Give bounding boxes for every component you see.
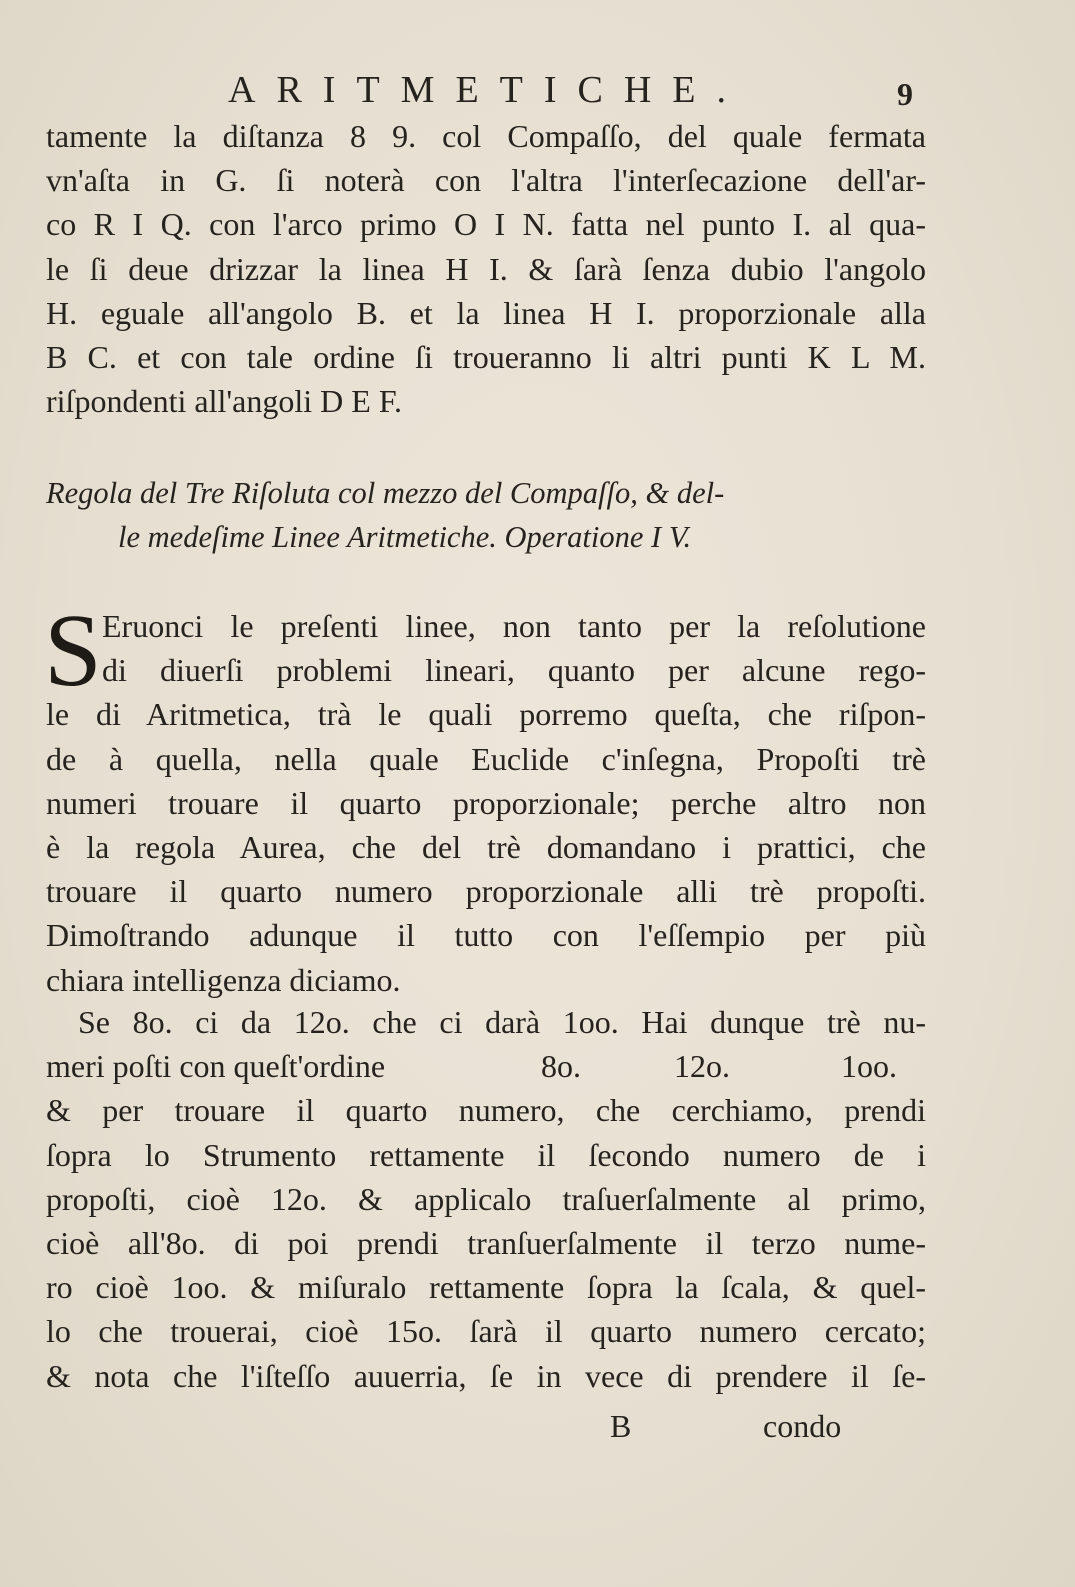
text-line: & per trouare il quarto numero, che cerchiamo, prendi (46, 1092, 926, 1129)
numbers-line (46, 1044, 926, 1088)
text-line: & nota che l'iſteſſo auuerria, ſe in vece di prendere il ſe- (46, 1357, 926, 1394)
text-line: di diuerſi problemi lineari, quanto per alcune rego- (102, 652, 926, 689)
number-value: 1oo. (841, 1048, 897, 1085)
section-heading-line: Regola del Tre Riſoluta col mezzo del Compaſſo, & del- (46, 476, 725, 510)
running-head (0, 68, 1075, 112)
text-line: trouare il quarto numero proporzionale alli trè propoſti. (46, 873, 926, 910)
number-value: 12o. (674, 1048, 730, 1085)
text-line: de à quella, nella quale Euclide c'inſegna, Propoſti trè (46, 740, 926, 777)
text-line: H. eguale all'angolo B. et la linea H I. proporzionale alla (46, 294, 926, 331)
text-line: ſopra lo Strumento rettamente il ſecondo numero de i (46, 1136, 926, 1173)
text-line: co R I Q. con l'arco primo O I N. fatta nel punto I. al qua- (46, 206, 926, 243)
text-line: lo che trouerai, cioè 15o. ſarà il quarto numero cercato; (46, 1313, 926, 1350)
text-line: ro cioè 1oo. & miſuralo rettamente ſopra la ſcala, & quel- (46, 1269, 926, 1306)
text-line: Dimoſtrando adunque il tutto con l'eſſempio per più (46, 917, 926, 954)
paragraph-1 (46, 114, 926, 423)
text-line: meri poſti con queſt'ordine (46, 1048, 386, 1085)
text-line: propoſti, cioè 12o. & applicalo traſuerſalmente al primo, (46, 1180, 926, 1217)
text-line: Se 8o. ci da 12o. che ci darà 1oo. Hai dunque trè nu- (78, 1004, 926, 1040)
paragraph-2 (44, 593, 926, 1002)
text-line: Eruonci le preſenti linee, non tanto per la reſolutione (102, 608, 926, 644)
drop-cap: S (44, 593, 102, 708)
text-line: vn'aſta in G. ſi noterà con l'altra l'interſecazione dell'ar- (46, 162, 926, 199)
page-number: 9 (897, 76, 913, 112)
running-title: ARITMETICHE. (228, 69, 748, 111)
text-line: le ſi deue drizzar la linea H I. & ſarà ſenza dubio l'angolo (46, 250, 926, 287)
text-line: cioè all'8o. di poi prendi tranſuerſalmente il terzo nume- (46, 1224, 926, 1261)
section-heading (46, 471, 926, 559)
text-line: B C. et con tale ordine ſi troueranno li altri punti K L M. (46, 338, 926, 375)
text-line: è la regola Aurea, che del trè domandano i prattici, che (46, 828, 926, 865)
text-line: chiara intelligenza diciamo. (46, 961, 401, 998)
paragraph-3 (46, 1000, 926, 1398)
number-value: 8o. (541, 1048, 581, 1085)
catchword: condo (763, 1408, 842, 1444)
text-line: riſpondenti all'angoli D E F. (46, 383, 403, 420)
text-line: le di Aritmetica, trà le quali porremo queſta, che riſpon- (46, 696, 926, 733)
text-line: tamente la diſtanza 8 9. col Compaſſo, del quale fermata (46, 118, 926, 154)
signature-mark: B (610, 1408, 632, 1444)
text-line: numeri trouare il quarto proporzionale; perche altro non (46, 784, 926, 821)
section-heading-line: le medeſime Linee Aritmetiche. Operatione I V. (118, 520, 692, 554)
